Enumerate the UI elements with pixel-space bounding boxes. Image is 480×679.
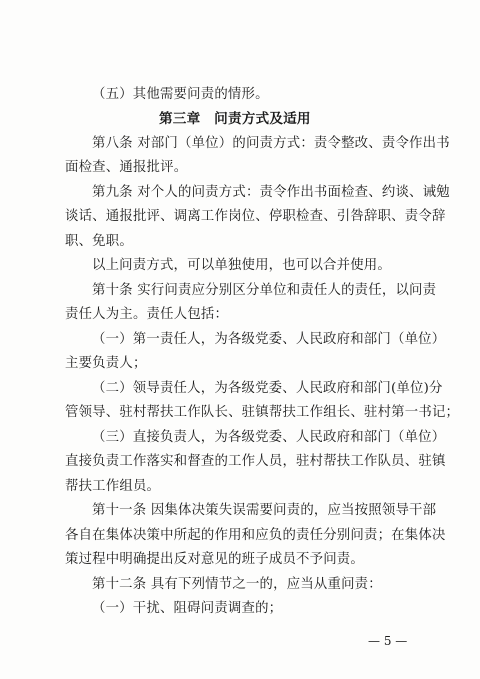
text-line: 面检查、通报批评。: [65, 160, 188, 175]
text-line: （五）其他需要问责的情形。: [92, 87, 269, 102]
text-line: 各自在集体决策中所起的作用和应负的责任分别问责；在集体决: [65, 528, 446, 543]
text-line: 第十一条 因集体决策失误需要问责的，应当按照领导干部: [92, 503, 437, 518]
text-line: 帮扶工作组员。: [65, 479, 161, 494]
text-line: （一）第一责任人，为各级党委、人民政府和部门（单位）: [92, 332, 446, 347]
chapter-heading: 第三章 问责方式及适用: [159, 111, 311, 127]
text-line: （一）干扰、阻碍问责调查的；: [92, 601, 283, 616]
text-line: 第十二条 具有下列情节之一的，应当从重问责：: [92, 577, 382, 592]
text-line: 第八条 对部门（单位）的问责方式：责令整改、责令作出书: [92, 136, 450, 151]
text-line: 管领导、驻村帮扶工作队长、驻镇帮扶工作组长、驻村第一书记；: [65, 405, 460, 420]
text-line: 直接负责工作落实和督查的工作人员，驻村帮扶工作队员、驻镇: [65, 454, 446, 469]
text-line: 责任人为主。责任人包括：: [65, 307, 229, 322]
text-line: 以上问责方式，可以单独使用，也可以合并使用。: [92, 258, 391, 273]
text-line: 第十条 实行问责应分别区分单位和责任人的责任，以问责: [92, 283, 437, 298]
text-line: 策过程中明确提出反对意见的班子成员不予问责。: [65, 552, 364, 567]
text-line: 谈话、通报批评、调离工作岗位、停职检查、引咎辞职、责令辞: [65, 209, 446, 224]
text-line: （三）直接负责人，为各级党委、人民政府和部门（单位）: [92, 430, 446, 445]
text-line: 职、免职。: [65, 234, 133, 249]
text-line: （二）领导责任人，为各级党委、人民政府和部门(单位)分: [92, 381, 443, 396]
text-line: 第九条 对个人的问责方式：责令作出书面检查、约谈、诫勉: [92, 185, 450, 200]
text-line: 主要负责人；: [65, 356, 147, 371]
page-number: — 5 —: [368, 634, 408, 648]
